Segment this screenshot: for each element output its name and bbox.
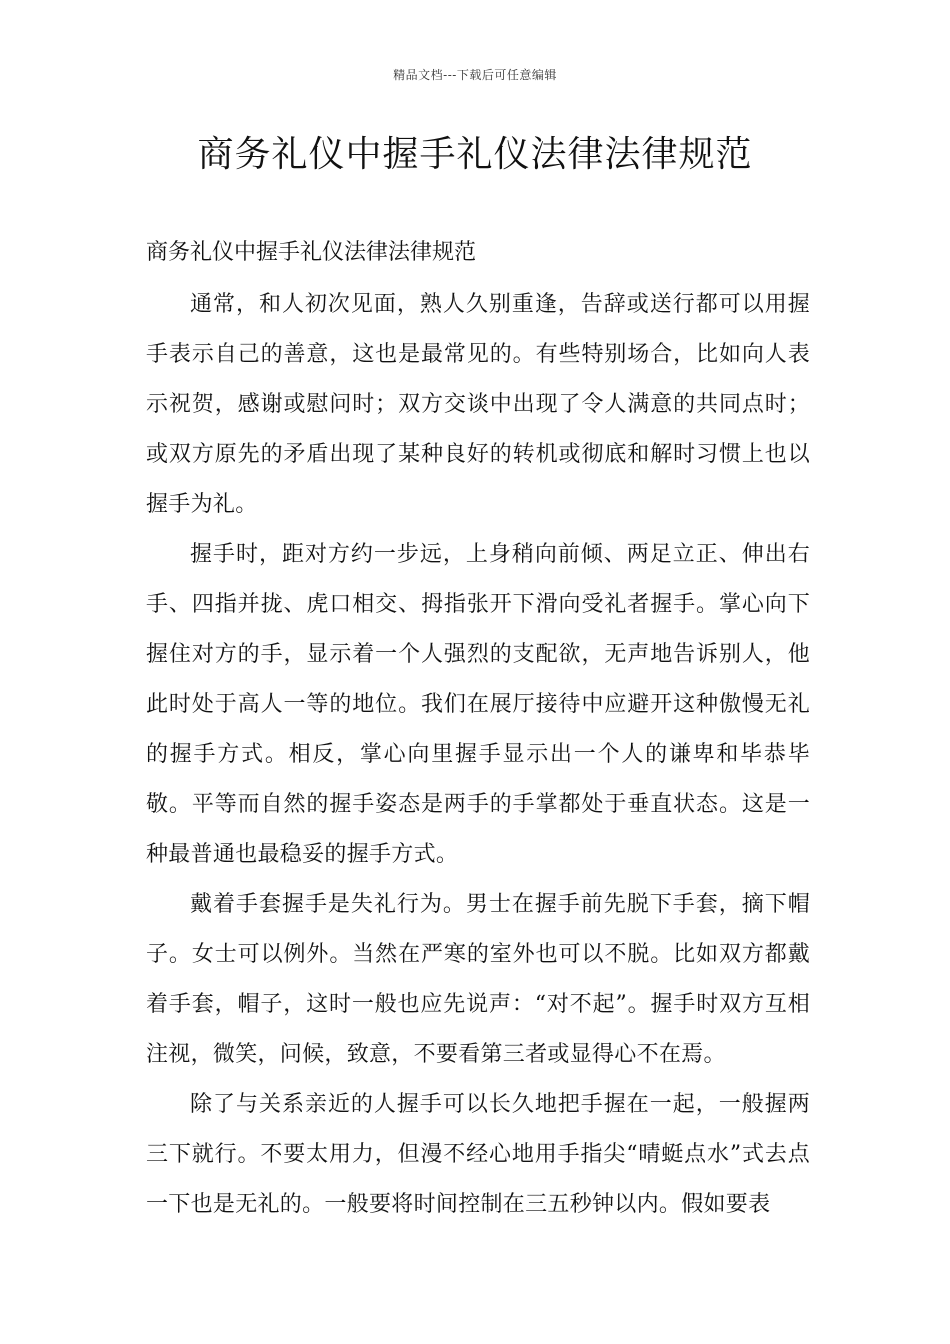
paragraph-2: 握手时，距对方约一步远，上身稍向前倾、两足立正、伸出右手、四指并拢、虎口相交、拇指张开下滑向受礼者握手。掌心向下握住对方的手，显示着一个人强烈的支配欲，无声地告诉别人，他此时处于高人一等的地位。我们在展厅接待中应避开这种傲慢无礼的握手方式。相反，掌心向里握手显示出一个人的谦卑和毕恭毕敬。平等而自然的握手姿态是两手的手掌都处于垂直状态。这是一种最普通也最稳妥的握手方式。 — [146, 542, 810, 867]
document-body — [146, 228, 810, 1230]
paragraph-1: 通常，和人初次见面，熟人久别重逢，告辞或送行都可以用握手表示自己的善意，这也是最常见的。有些特别场合，比如向人表示祝贺，感谢或慰问时；双方交谈中出现了令人满意的共同点时；或双方原先的矛盾出现了某种良好的转机或彻底和解时习惯上也以握手为礼。 — [146, 292, 810, 517]
paragraph-4: 除了与关系亲近的人握手可以长久地把手握在一起，一般握两三下就行。不要太用力，但漫不经心地用手指尖“晴蜓点水”式去点一下也是无礼的。一般要将时间控制在三五秒钟以内。假如要表 — [146, 1092, 810, 1217]
header-note: 精品文档---下载后可任意编辑 — [393, 68, 557, 82]
document-title: 商务礼仪中握手礼仪法律法律规范 — [197, 134, 753, 175]
paragraph-3: 戴着手套握手是失礼行为。男士在握手前先脱下手套，摘下帽子。女士可以例外。当然在严寒的室外也可以不脱。比如双方都戴着手套，帽子，这时一般也应先说声：“对不起”。握手时双方互相注视，微笑，问候，致意，不要看第三者或显得心不在焉。 — [146, 892, 810, 1067]
document-subtitle: 商务礼仪中握手礼仪法律法律规范 — [146, 240, 477, 265]
